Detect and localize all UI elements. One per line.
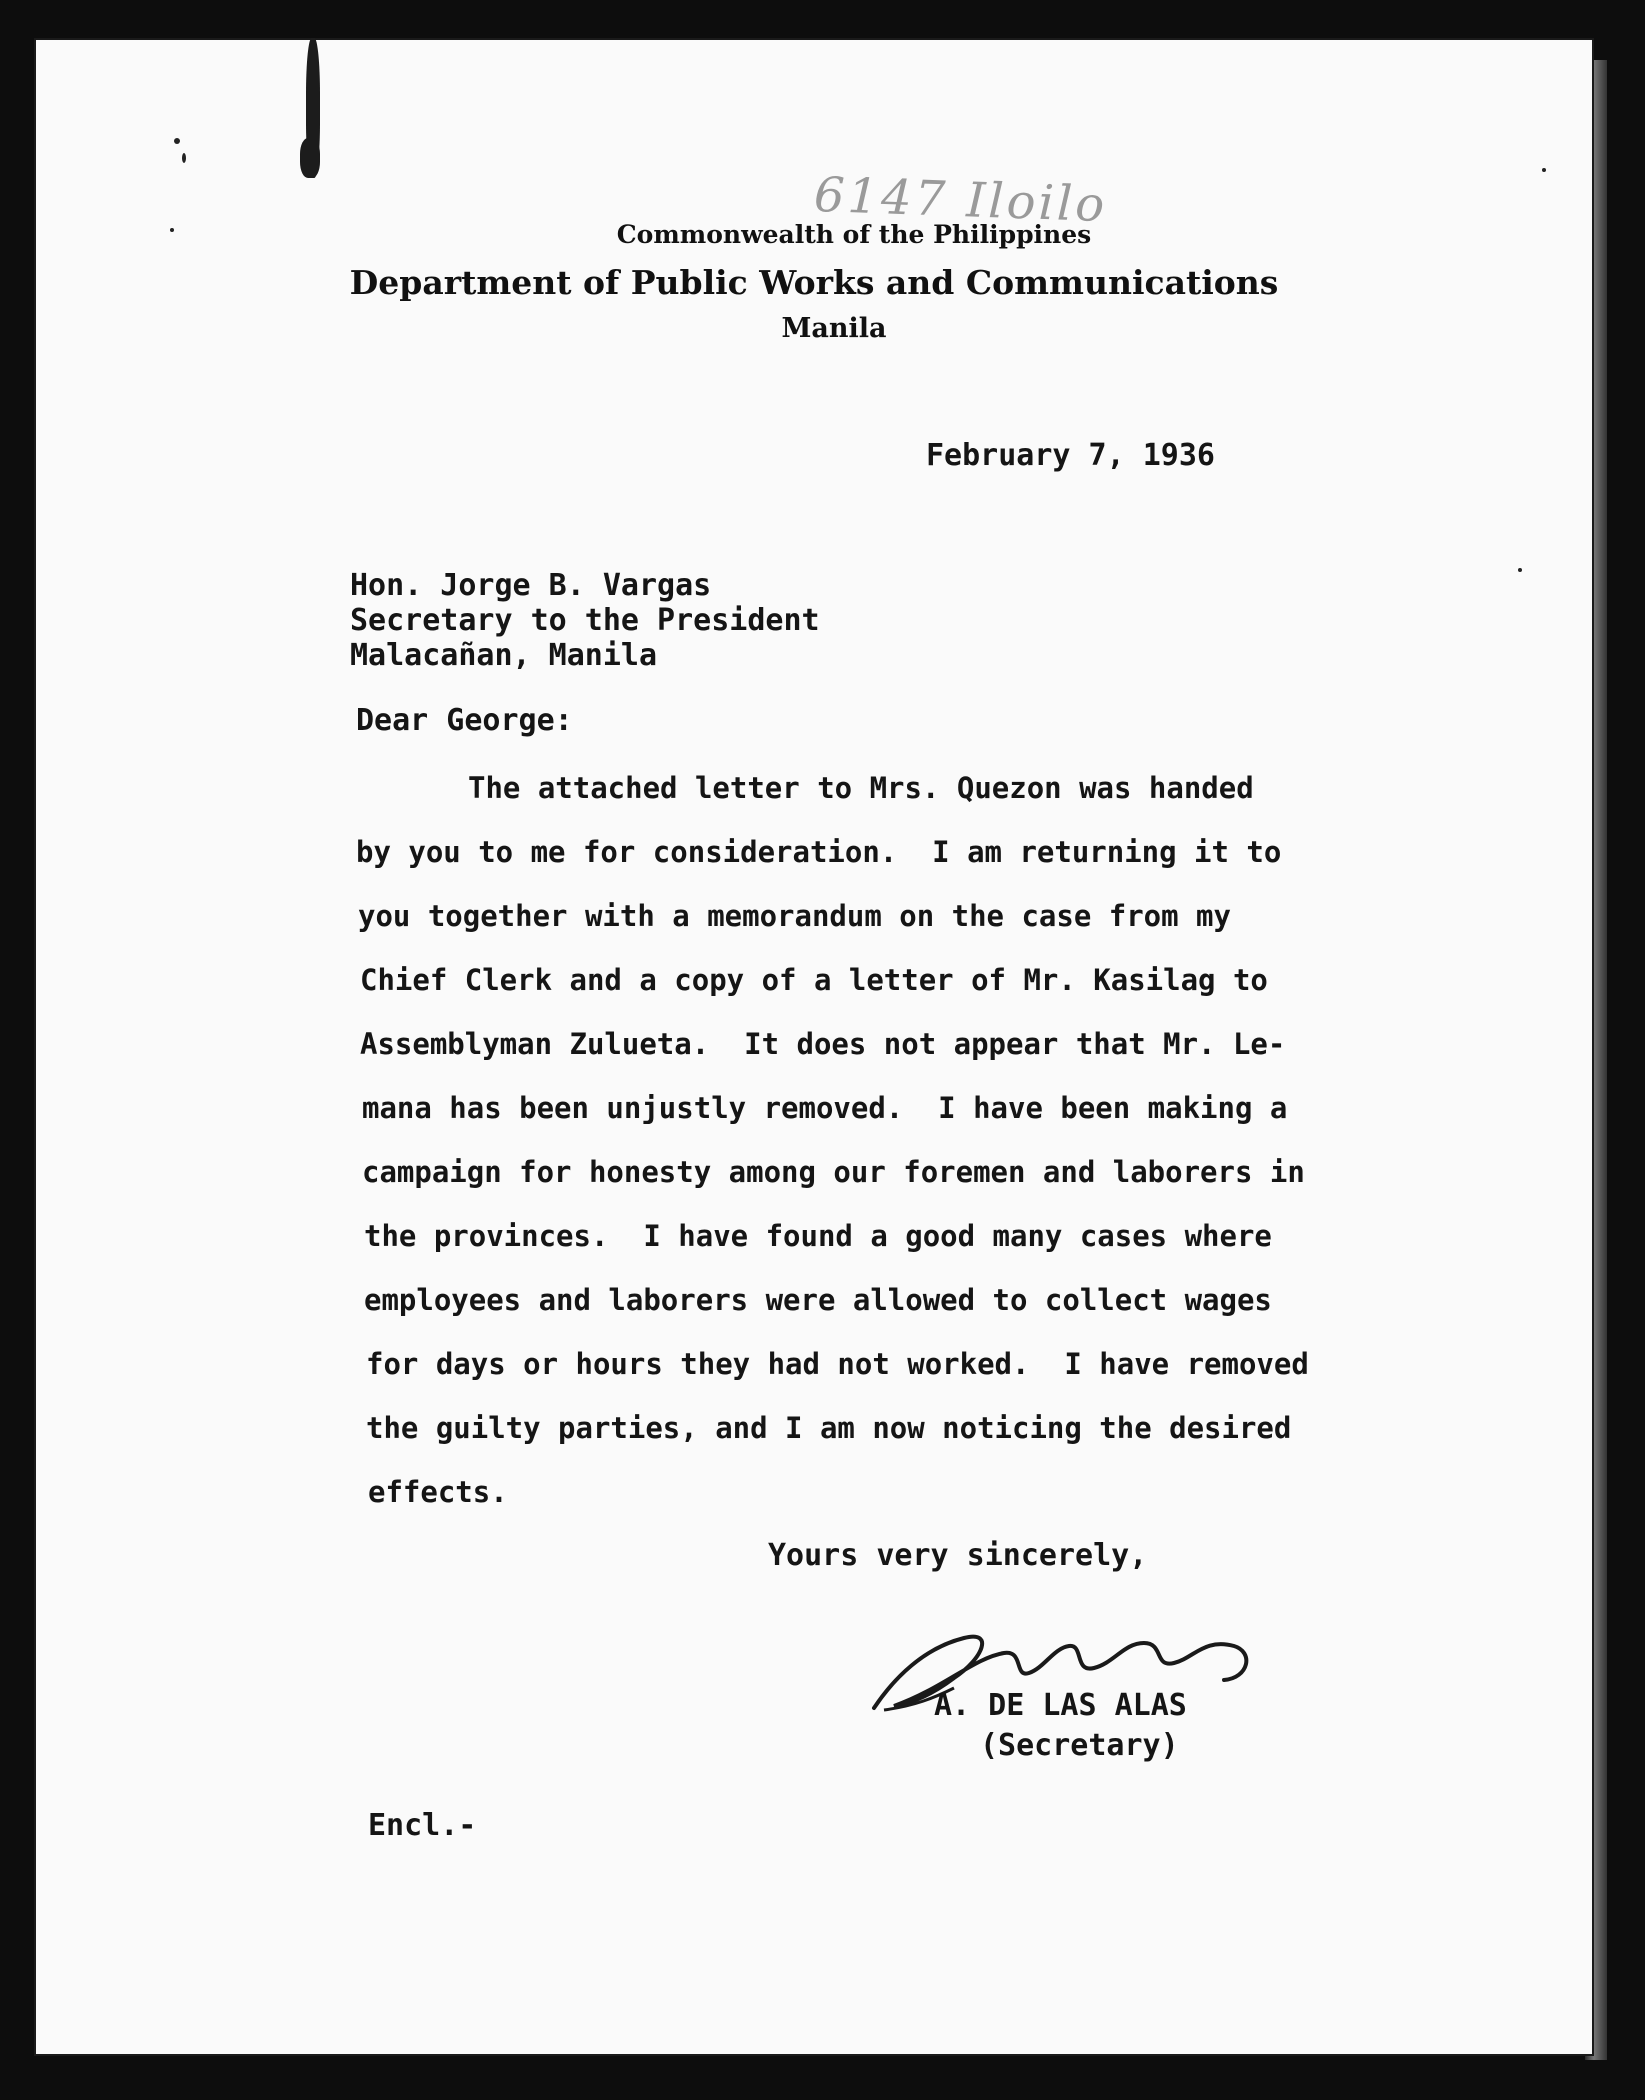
body-line: by you to me for consideration. I am returning it to [356,835,1282,869]
body-line: the provinces. I have found a good many cases where [364,1219,1272,1253]
letter-page [34,38,1594,2056]
body-line: Assemblyman Zulueta. It does not appear that Mr. Le- [360,1027,1286,1061]
body-line: mana has been unjustly removed. I have been making a [362,1091,1288,1125]
signer-name: A. DE LAS ALAS [934,1688,1187,1723]
recipient-line: Hon. Jorge B. Vargas [350,568,712,603]
letterhead-line-3: Manila [781,313,887,344]
body-line: The attached letter to Mrs. Quezon was handed [468,771,1254,805]
closing: Yours very sincerely, [768,1538,1148,1573]
pencil-annotation: 6147 Iloilo [813,166,1109,234]
body-line: the guilty parties, and I am now noticing the desired [366,1411,1292,1445]
signer-title: (Secretary) [980,1728,1179,1763]
body-line: employees and laborers were allowed to collect wages [364,1283,1272,1317]
letter-date: February 7, 1936 [926,438,1215,473]
recipient-line: Secretary to the President [350,603,820,638]
scan-speck [174,138,180,144]
body-line: effects. [368,1475,508,1509]
recipient-line: Malacañan, Manila [350,638,658,673]
body-line: campaign for honesty among our foremen and laborers in [362,1155,1305,1189]
body-line: you together with a memorandum on the case from my [358,899,1231,933]
ink-smudge [300,138,320,178]
scan-speck [1542,168,1546,172]
letterhead-line-2: Department of Public Works and Communications [349,263,1279,302]
salutation: Dear George: [356,703,573,738]
letterhead-line-1: Commonwealth of the Philippines [616,220,1092,249]
body-line: for days or hours they had not worked. I have removed [366,1347,1309,1381]
enclosure-note: Encl.- [368,1808,477,1843]
body-line: Chief Clerk and a copy of a letter of Mr. Kasilag to [360,963,1268,997]
scan-speck [1518,568,1522,572]
scan-speck [182,153,186,163]
